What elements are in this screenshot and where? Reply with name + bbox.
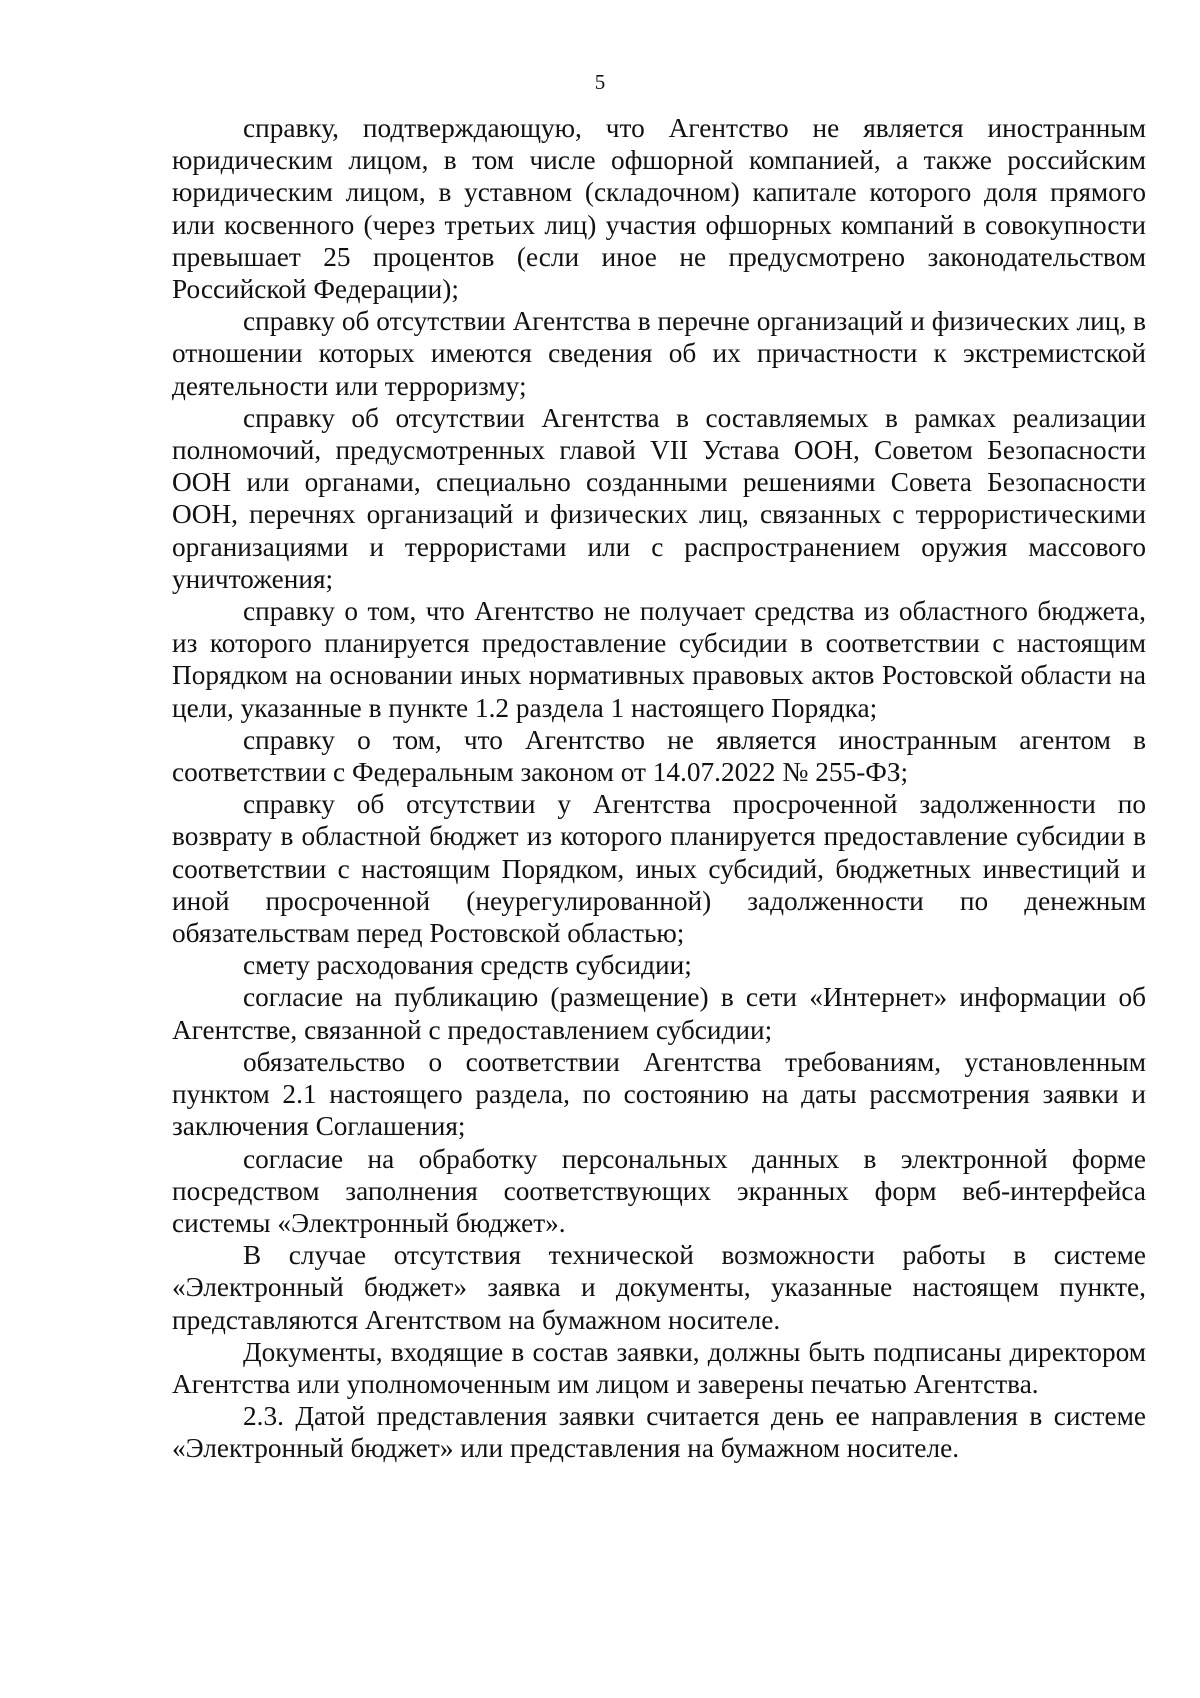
paragraph-regional-budget-certificate: справку о том, что Агентство не получает средства из областного бюджета, из которого планируется предоставление субсидии в соответствии с настоящим Порядком на основании иных нормативных правовых актов Ростовской области на цели, указанные в пункте 1.2 раздела 1 настоящего Порядка;: [172, 596, 1146, 723]
paragraph-foreign-agent-certificate: справку о том, что Агентство не является иностранным агентом в соответствии с Федеральным законом от 14.07.2022 № 255-ФЗ;: [172, 724, 1146, 788]
paragraph-compliance-obligation: обязательство о соответствии Агентства требованиям, установленным пунктом 2.1 настоящего раздела, по состоянию на даты рассмотрения заявки и заключения Соглашения;: [172, 1046, 1146, 1142]
paragraph-paper-submission: В случае отсутствия технической возможности работы в системе «Электронный бюджет» заявка и документы, указанные настоящем пункте, представляются Агентством на бумажном носителе.: [172, 1240, 1146, 1335]
paragraph-debt-certificate: справку об отсутствии у Агентства просроченной задолженности по возврату в областной бюджет из которого планируется предоставление субсидии в соответствии с настоящим Порядком, иных субсидий, бюджетных инвестиций и иной просроченной (неурегулированной) задолженности по денежным обязательствам перед Ростовской областью;: [172, 789, 1146, 949]
paragraph-offshore-certificate: справку, подтверждающую, что Агентство не является иностранным юридическим лицом, в том числе офшорной компанией, а также российским юридическим лицом, в уставном (складочном) капитале которого доля прямого или косвенного (через третьих лиц) участия офшорных компаний в совокупности превышает 25 процентов (если иное не предусмотрено законодательством Российской Федерации);: [172, 113, 1146, 305]
paragraph-publication-consent: согласие на публикацию (размещение) в сети «Интернет» информации об Агентстве, связанной с предоставлением субсидии;: [172, 982, 1146, 1045]
paragraph-submission-date: 2.3. Датой представления заявки считается день ее направления в системе «Электронный бюджет» или представления на бумажном носителе.: [172, 1401, 1146, 1464]
paragraph-un-sanctions-certificate: справку об отсутствии Агентства в составляемых в рамках реализации полномочий, предусмотренных главой VII Устава ООН, Советом Безопасности ООН или органами, специально созданными решениями Совета Безопасности ООН, перечнях организаций и физических лиц, связанных с террористическими организациями и террористами или с распространением оружия массового уничтожения;: [172, 402, 1146, 594]
page-number: 5: [594, 70, 606, 94]
paragraph-extremism-certificate: справку об отсутствии Агентства в перечне организаций и физических лиц, в отношении которых имеются сведения об их причастности к экстремистской деятельности или терроризму;: [172, 306, 1146, 401]
document-body: [172, 112, 1146, 1465]
paragraph-personal-data-consent: согласие на обработку персональных данных в электронной форме посредством заполнения соответствующих экранных форм веб-интерфейса системы «Электронный бюджет».: [172, 1143, 1146, 1238]
paragraph-signature-requirement: Документы, входящие в состав заявки, должны быть подписаны директором Агентства или уполномоченным им лицом и заверены печатью Агентства.: [172, 1336, 1146, 1399]
paragraph-spending-estimate: смету расходования средств субсидии;: [243, 950, 692, 981]
